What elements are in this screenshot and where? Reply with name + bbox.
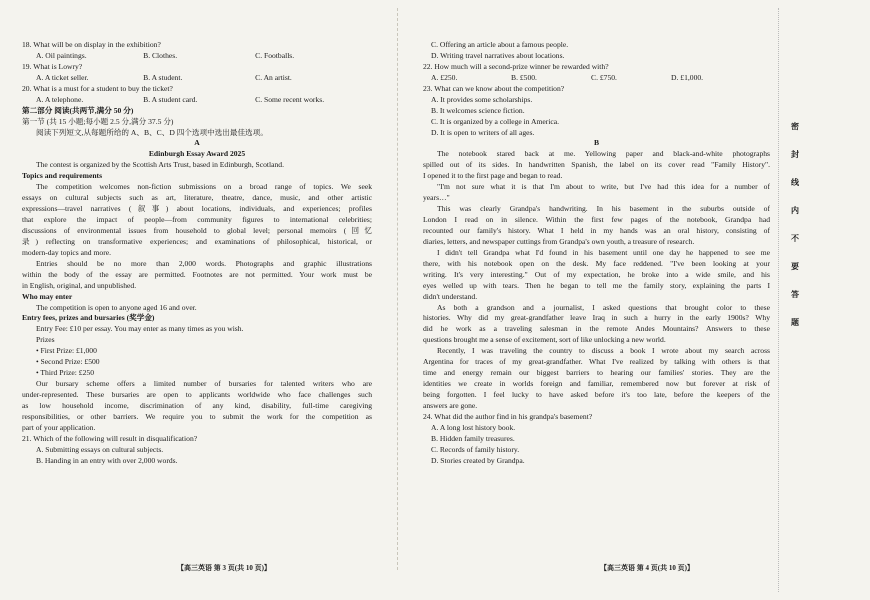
option-text: B. £500. [511, 72, 537, 82]
option-text: A. A telephone. [36, 94, 84, 104]
text-line: B. Handing in an entry with over 2,000 words. [36, 455, 178, 465]
text-line: D. Stories created by Grandpa. [431, 455, 525, 465]
option-text: A. A ticket seller. [36, 72, 89, 82]
option-text: C. Some recent works. [255, 94, 325, 104]
text-line: 23. What can we know about the competition? [423, 83, 565, 93]
option-row [423, 73, 770, 84]
text-line: that explore the impact of people—from community figures to international celebrities; [22, 215, 372, 224]
text-line: as low household income, discrimination of any kind, disability, full-time caregiving [22, 400, 372, 410]
option-row [22, 73, 372, 84]
seal-char: 封 [791, 150, 799, 159]
option-text: B. A student. [143, 72, 183, 82]
text-line: 第二部分 阅读(共两节,满分 50 分) [22, 105, 134, 115]
text-line: • Third Prize: £250 [36, 368, 94, 378]
page-footer-right: 【高三英语 第 4 页(共 10 页)】 [600, 564, 694, 572]
text-line: C. Offering an article about a famous people. [431, 40, 569, 49]
seal-char: 线 [791, 178, 799, 187]
text-line: C. It is organized by a college in America. [431, 116, 560, 126]
text-line: histories. Why did my great-grandfather leave Iraq in such a hurry in the early 1900s? Why [423, 313, 770, 323]
text-line: discussions of environmental issues from household to global level; personal memoirs (回忆 [22, 225, 372, 235]
text-line: 21. Which of the following will result in disqualification? [22, 433, 198, 443]
text-line: Argentina for traces of my great-grandfather. What I've realized by talking with others is that [423, 357, 770, 367]
seal-char: 答 [791, 290, 799, 299]
text-line: The competition welcomes non-fiction submissions on a broad range of topics. We seek [36, 182, 372, 192]
text-line: answers are gone. [423, 400, 478, 410]
option-text: B. A student card. [143, 94, 198, 104]
text-line: The notebook stared back at me. Yellowing paper and black-and-white photographs [437, 149, 770, 159]
option-text: C. Footballs. [255, 50, 295, 60]
text-line: Entries should be no more than 2,000 words. Photographs and graphic illustrations [36, 258, 372, 268]
text-line: diaries, letters, and newspaper cuttings from Grandpa's own youth, a treasure of research. [423, 236, 695, 246]
seal-char: 内 [791, 206, 799, 215]
text-line: B. Hidden family treasures. [431, 433, 515, 443]
text-line: modern-day topics and more. [22, 247, 111, 257]
text-line: spilled out of its sides. In handwritten Spanish, the label on its cover read "Family History". [423, 160, 770, 170]
left-column [22, 40, 372, 467]
seal-margin-text [788, 120, 802, 344]
text-line: there, with his notebook open on the desk. My face reddened. "I've been looking at your [423, 258, 770, 268]
text-line: Prizes [36, 335, 55, 345]
option-text: A. Oil paintings. [36, 50, 87, 60]
text-line: C. Records of family history. [431, 444, 520, 454]
text-line: London I read on in silence. Within the first few pages of the notebook, Grandpa had [423, 215, 770, 224]
seal-char: 不 [791, 234, 799, 243]
text-line: B. It welcomes science fiction. [431, 105, 525, 115]
option-text: B. Clothes. [143, 50, 178, 60]
text-line: I opened it to the first page and began to read. [423, 171, 563, 181]
text-line: A. Submitting essays on cultural subjects. [36, 444, 164, 454]
text-line: • First Prize: £1,000 [36, 346, 97, 356]
seal-char: 密 [791, 122, 799, 131]
text-line: didn't understand. [423, 291, 478, 301]
text-line: "I'm not sure what it is that I'm about to write, but I've had this idea for a number of [437, 182, 770, 192]
text-line: I didn't tell Grandpa what I'd found in his basement until one day he happened to see me [437, 247, 770, 257]
text-line: recounted our family's history. What I held in my hands was an oral history, consisting of [423, 225, 770, 235]
text-line: 阅读下列短文,从每题所给的 A、B、C、D 四个选项中选出最佳选项。 [36, 127, 268, 137]
text-line: expressions—travel narratives (叙事) about locations, individuals, and experiences; profiles [22, 204, 372, 214]
text-line: 20. What is a must for a student to buy the ticket? [22, 83, 173, 93]
text-line: essays on cultural subjects such as art, literature, theatre, dance, music, and other artistic [22, 193, 372, 203]
text-line: 录) reflecting on transformative experiences; and examinations of philosophical, historical, or [22, 236, 372, 246]
text-line: Who may enter [22, 291, 73, 301]
text-line: years…" [423, 193, 450, 203]
text-line: time and energy remain our biggest barriers to hearing our families' stories. They are the [423, 368, 770, 378]
text-line: Our bursary scheme offers a limited number of bursaries for talented writers who are [36, 379, 372, 389]
text-line: under-represented. These bursaries are open to applicants worldwide who face challenges such [22, 390, 372, 399]
text-line: 18. What will be on display in the exhibition? [22, 40, 161, 49]
text-line: A. A long lost history book. [431, 422, 516, 432]
text-line: within the body of the essay are permitted. Footnotes are not permitted. Your work must be [22, 269, 372, 279]
text-line: part of your application. [22, 422, 96, 432]
text-line: responsibilities, or other barriers. We require you to submit the work for the competition as [22, 411, 372, 421]
text-line: in English, original, and unpublished. [22, 280, 137, 290]
text-line: Entry Fee: £10 per essay. You may enter as many times as you wish. [36, 324, 244, 334]
text-line: Recently, I was traveling the country to discuss a book I wrote about my search across [437, 346, 770, 356]
text-line: did he work as a traveling salesman in the remote Andes Mountains? Answers to these [423, 324, 770, 334]
text-line: 24. What did the author find in his grandpa's basement? [423, 411, 593, 421]
option-row [22, 95, 372, 106]
text-line: Entry fees, prizes and bursaries (奖学金) [22, 313, 155, 323]
text-line: questions brought me a sense of excitement, sort of like unlocking a new world. [423, 335, 666, 345]
option-text: C. £750. [591, 72, 617, 82]
seal-line [778, 8, 779, 592]
text-line: D. It is open to writers of all ages. [431, 127, 535, 137]
text-line: The contest is organized by the Scottish Arts Trust, based in Edinburgh, Scotland. [36, 160, 284, 170]
seal-char: 题 [791, 318, 799, 327]
text-line: eyes welled up with tears. Then he began to tell me the family story, explaining the parts I [423, 280, 770, 290]
text-line: Topics and requirements [22, 171, 103, 181]
option-text: A. £250. [431, 72, 458, 82]
text-line: The competition is open to anyone aged 16 and over. [36, 302, 197, 312]
text-line: This was clearly Grandpa's handwriting. In his basement in the suburbs outside of [437, 204, 770, 214]
seal-char: 要 [791, 262, 799, 271]
text-line: As both a grandson and a journalist, I asked questions that brought color to these [437, 302, 770, 312]
text-line: 19. What is Lowry? [22, 61, 83, 71]
text-line: B [593, 138, 600, 148]
text-line: 22. How much will a second-prize winner be rewarded with? [423, 61, 609, 71]
page-footer-left: 【高三英语 第 3 页(共 10 页)】 [177, 564, 271, 572]
text-line: • Second Prize: £500 [36, 357, 100, 367]
text-line: A. It provides some scholarships. [431, 94, 533, 104]
text-line: Edinburgh Essay Award 2025 [148, 149, 246, 159]
text-line: identities we create in worlds foreign and familiar, remembered now but forever at risk of [423, 379, 770, 389]
text-line: D. Writing travel narratives about locations. [431, 50, 565, 60]
text-line: A [194, 138, 200, 148]
page-divider [397, 8, 398, 570]
text-line: 第一节 (共 15 小题;每小题 2.5 分,满分 37.5 分) [22, 116, 174, 126]
option-text: D. £1,000. [671, 72, 704, 82]
option-row [22, 51, 372, 62]
right-column [423, 40, 770, 467]
text-line: writing. It's very interesting." Out of my expectation, he broke into a wide smile, and his [423, 269, 770, 279]
option-text: C. An artist. [255, 72, 292, 82]
text-line: being forgotten. I feel lucky to have asked before it's too late, before the keepers of the [423, 390, 770, 399]
